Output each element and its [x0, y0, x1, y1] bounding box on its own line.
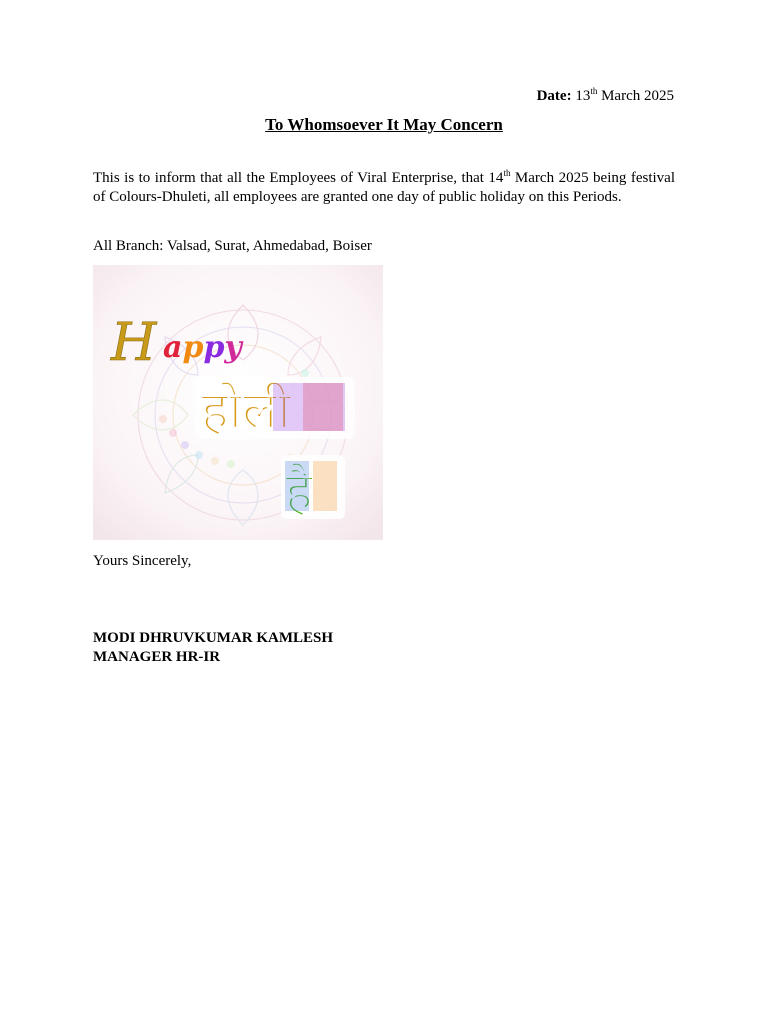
signatory-title: MANAGER HR-IR — [93, 649, 221, 665]
body-date-suffix: th — [503, 168, 511, 178]
closing-line: Yours Sincerely, — [93, 553, 192, 569]
branch-list: All Branch: Valsad, Surat, Ahmedabad, Boiser — [93, 238, 372, 254]
letter-title: To Whomsoever It May Concern — [265, 115, 503, 134]
hai-text: है — [285, 462, 313, 522]
hai-word — [281, 455, 345, 522]
happy-capital-h: H — [111, 313, 157, 373]
holi-text: होली — [201, 381, 291, 441]
date-label: Date: — [536, 88, 572, 104]
letter-body — [93, 169, 675, 207]
body-part-2: March 2025 being festival of Colours-Dhuleti, all employees are granted one day of public holiday on this Periods. — [93, 170, 676, 205]
date-line — [537, 86, 674, 106]
happy-word: appy — [163, 330, 242, 365]
date-month-year: March 2025 — [601, 88, 674, 104]
happy-holi-image — [93, 265, 383, 540]
happy-holi-graphic — [93, 265, 383, 540]
date-day: 13 — [575, 88, 591, 104]
date-day-suffix: th — [590, 86, 598, 96]
body-part-1: This is to inform that all the Employees of Viral Enterprise, that 14 — [93, 170, 504, 186]
holi-word — [195, 377, 355, 441]
signatory-name: MODI DHRUVKUMAR KAMLESH — [93, 630, 333, 646]
